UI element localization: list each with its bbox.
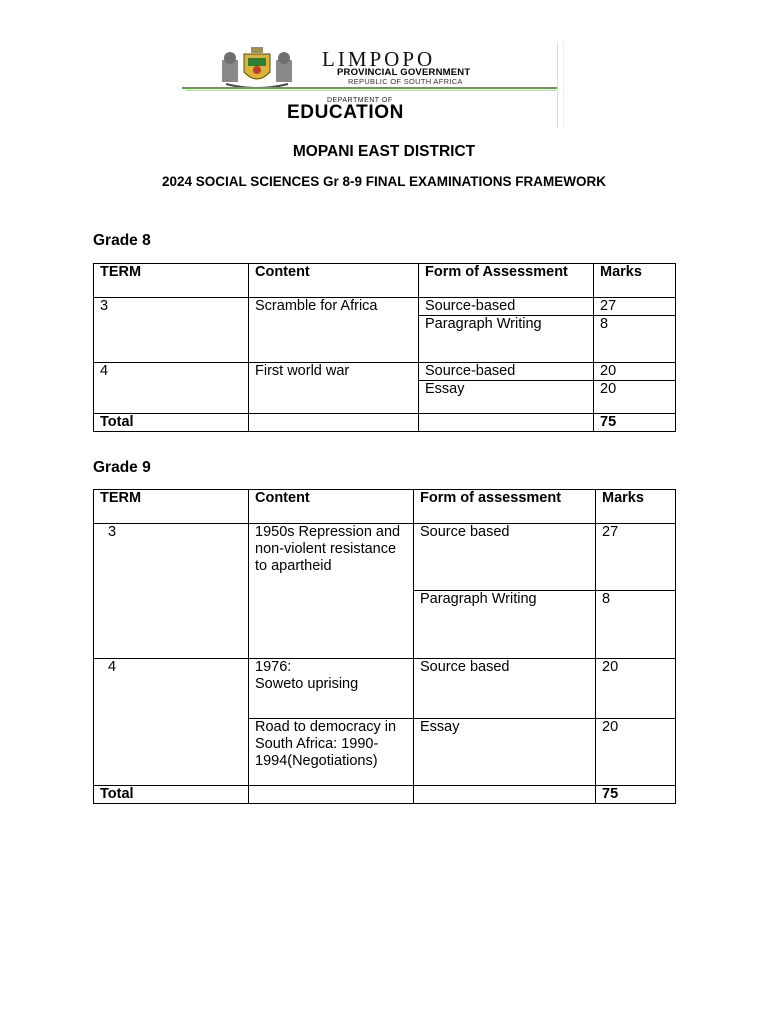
total-label: Total — [94, 414, 249, 432]
content-line: Soweto uprising — [255, 676, 359, 692]
content-cell: 1950s Repression and non-violent resistance to apartheid — [249, 524, 414, 659]
column-header-term: TERM — [94, 490, 249, 524]
form-cell: Source-based — [419, 363, 594, 381]
grade9-heading: Grade 9 — [93, 459, 151, 476]
grade8-heading: Grade 8 — [93, 232, 151, 249]
content-line: 1976: — [255, 659, 292, 675]
form-cell: Paragraph Writing — [419, 316, 594, 363]
logo-green-rule — [182, 87, 557, 89]
form-cell: Essay — [414, 719, 596, 786]
form-cell: Source based — [414, 659, 596, 719]
logo-department-name: EDUCATION — [287, 102, 404, 123]
table-row — [94, 659, 676, 719]
form-cell: Source based — [414, 524, 596, 591]
logo-department: DEPARTMENT OF — [327, 97, 393, 104]
column-header-content: Content — [249, 264, 419, 298]
column-header-form: Form of Assessment — [419, 264, 594, 298]
empty-cell — [249, 786, 414, 804]
content-cell: Road to democracy in South Africa: 1990-1994(Negotiations) — [249, 719, 414, 786]
marks-cell: 20 — [596, 719, 676, 786]
logo-subtitle: PROVINCIAL GOVERNMENT — [337, 67, 471, 78]
table-row — [94, 298, 676, 316]
content-cell — [249, 659, 414, 719]
empty-cell — [414, 786, 596, 804]
total-row — [94, 414, 676, 432]
term-cell: 3 — [94, 524, 249, 659]
framework-title: 2024 SOCIAL SCIENCES Gr 8-9 FINAL EXAMINATIONS FRAMEWORK — [161, 174, 607, 189]
column-header-form: Form of assessment — [414, 490, 596, 524]
column-header-term: TERM — [94, 264, 249, 298]
marks-cell: 20 — [596, 659, 676, 719]
total-row — [94, 786, 676, 804]
form-cell: Paragraph Writing — [414, 591, 596, 659]
content-cell: First world war — [249, 363, 419, 414]
term-cell: 3 — [94, 298, 249, 363]
total-label: Total — [94, 786, 249, 804]
logo-country: REPUBLIC OF SOUTH AFRICA — [348, 77, 463, 86]
term-cell: 4 — [94, 659, 249, 786]
coat-of-arms-icon — [218, 46, 296, 90]
department-logo — [182, 40, 567, 128]
grade9-table — [93, 489, 676, 804]
term-cell: 4 — [94, 363, 249, 414]
logo-title: LIMPOPO — [322, 47, 436, 71]
logo-divider — [557, 42, 558, 128]
marks-cell: 20 — [594, 381, 676, 414]
logo-grey-rule — [186, 90, 556, 91]
column-header-marks: Marks — [594, 264, 676, 298]
marks-cell: 20 — [594, 363, 676, 381]
marks-cell: 27 — [596, 524, 676, 591]
marks-cell: 27 — [594, 298, 676, 316]
district-title: MOPANI EAST DISTRICT — [292, 143, 476, 160]
table-row — [94, 524, 676, 591]
grade8-table — [93, 263, 676, 432]
table-row — [94, 363, 676, 381]
table-header-row — [94, 490, 676, 524]
table-header-row — [94, 264, 676, 298]
empty-cell — [419, 414, 594, 432]
empty-cell — [249, 414, 419, 432]
marks-cell: 8 — [596, 591, 676, 659]
total-marks: 75 — [596, 786, 676, 804]
logo-divider-faint — [563, 42, 564, 128]
content-cell: Scramble for Africa — [249, 298, 419, 363]
column-header-marks: Marks — [596, 490, 676, 524]
total-marks: 75 — [594, 414, 676, 432]
marks-cell: 8 — [594, 316, 676, 363]
column-header-content: Content — [249, 490, 414, 524]
form-cell: Essay — [419, 381, 594, 414]
form-cell: Source-based — [419, 298, 594, 316]
